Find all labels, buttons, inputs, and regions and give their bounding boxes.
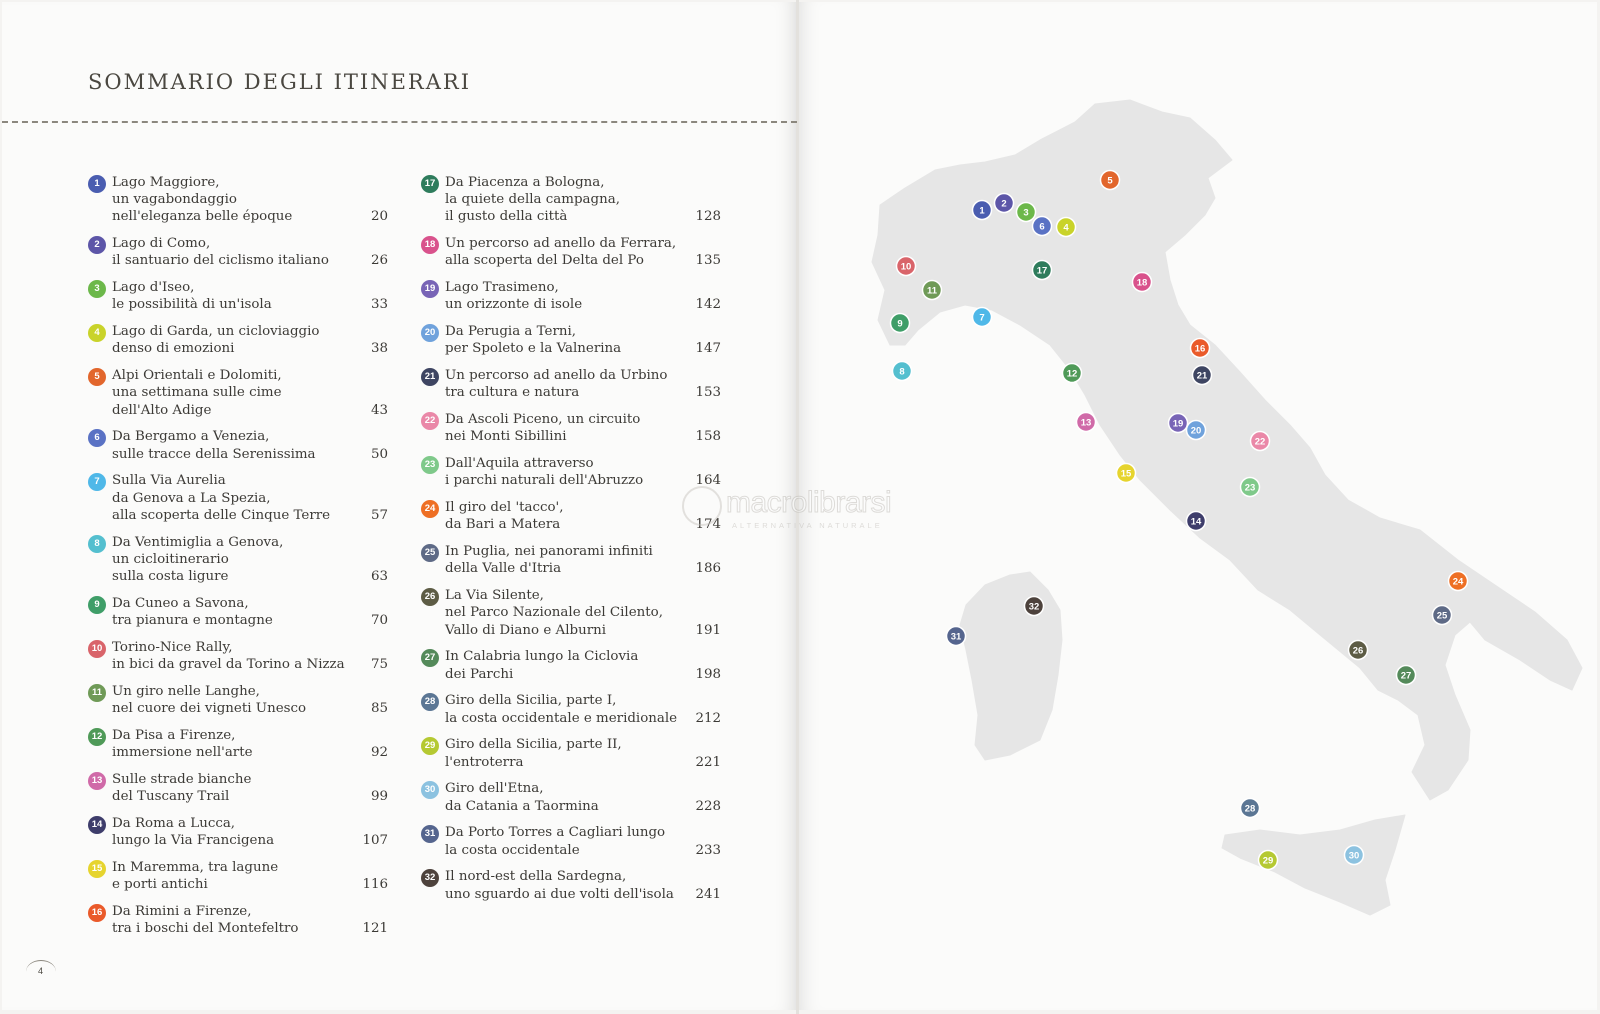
itinerary-title-line: Il giro del 'tacco', bbox=[445, 500, 564, 516]
map-marker-label: 13 bbox=[1080, 417, 1092, 429]
itinerary-title-line: sulle tracce della Serenissima bbox=[112, 446, 316, 462]
itinerary-number-badge: 13 bbox=[88, 772, 106, 790]
itinerary-number-badge: 1 bbox=[88, 175, 106, 193]
itinerary-title-line: Alpi Orientali e Dolomiti, bbox=[112, 368, 282, 384]
page-reference: 212 bbox=[695, 710, 721, 726]
itinerary-title-line: sulla costa ligure bbox=[112, 569, 229, 585]
itinerary-title-line: Giro della Sicilia, parte II, bbox=[445, 737, 622, 753]
map-marker bbox=[1133, 273, 1152, 292]
itinerary-title-line: Un percorso ad anello da Urbino bbox=[445, 368, 668, 384]
itinerary-title-line: Sulla Via Aurelia bbox=[112, 473, 226, 489]
page-reference: 50 bbox=[370, 446, 388, 462]
page-reference: 158 bbox=[695, 429, 721, 445]
itinerary-number-badge: 31 bbox=[421, 825, 439, 843]
map-marker bbox=[1117, 464, 1136, 483]
itinerary-title-line: Da Ascoli Piceno, un circuito bbox=[445, 412, 641, 428]
itinerary-title-line: nell'eleganza belle époque bbox=[112, 209, 293, 225]
itinerary-title-line: Da Piacenza a Bologna, bbox=[445, 175, 605, 190]
itinerary-title-line: del Tuscany Trail bbox=[112, 789, 230, 805]
map-marker bbox=[1449, 572, 1468, 591]
map-marker-label: 4 bbox=[1063, 222, 1069, 234]
page-reference: 228 bbox=[695, 798, 721, 814]
map-marker bbox=[893, 362, 912, 381]
itinerary-number-badge: 10 bbox=[88, 640, 106, 658]
itinerary-title-line: da Genova a La Spezia, bbox=[112, 490, 271, 506]
itinerary-title-line: e porti antichi bbox=[112, 877, 208, 893]
itinerary-title-line: Torino-Nice Rally, bbox=[112, 639, 233, 655]
itinerary-number-badge: 24 bbox=[421, 500, 439, 518]
map-marker-label: 12 bbox=[1066, 368, 1078, 380]
page-reference: 43 bbox=[370, 402, 388, 418]
page-reference: 99 bbox=[370, 789, 388, 805]
map-marker-label: 30 bbox=[1348, 850, 1360, 862]
map-marker-label: 20 bbox=[1190, 425, 1202, 437]
itinerary-number-badge: 28 bbox=[421, 693, 439, 711]
sicily-shape bbox=[1222, 815, 1405, 915]
itinerary-number-badge: 32 bbox=[421, 869, 439, 887]
itinerary-title-line: la quiete della campagna, bbox=[445, 192, 620, 208]
itinerary-title-line: tra pianura e montagne bbox=[112, 613, 273, 629]
itinerary-title-line: l'entroterra bbox=[445, 754, 524, 770]
page-reference: 26 bbox=[370, 253, 388, 269]
page-reference: 116 bbox=[362, 877, 388, 893]
map-marker-label: 6 bbox=[1039, 221, 1045, 233]
itinerary-title-line: Giro dell'Etna, bbox=[445, 781, 544, 797]
map-marker bbox=[1397, 666, 1416, 685]
itinerary-number-badge: 17 bbox=[421, 175, 439, 193]
itinerary-title-line: Da Perugia a Terni, bbox=[445, 324, 577, 340]
page-reference: 75 bbox=[370, 657, 388, 673]
page-reference: 121 bbox=[362, 921, 388, 937]
itinerary-title-line: il santuario del ciclismo italiano bbox=[112, 253, 329, 269]
map-marker bbox=[973, 308, 992, 327]
itinerary-number-badge: 18 bbox=[421, 236, 439, 254]
itinerary-title-line: Lago di Garda, un cicloviaggio bbox=[112, 324, 320, 340]
itinerary-number-badge: 11 bbox=[88, 684, 106, 702]
itinerary-title-line: Lago d'Iseo, bbox=[112, 280, 195, 296]
itinerary-title-line: Sulle strade bianche bbox=[112, 771, 252, 787]
itinerary-title-line: alla scoperta delle Cinque Terre bbox=[112, 507, 331, 523]
itinerary-number-badge: 27 bbox=[421, 649, 439, 667]
itinerary-title-line: Giro della Sicilia, parte I, bbox=[445, 693, 617, 709]
map-marker bbox=[1191, 339, 1210, 358]
page-reference: 92 bbox=[370, 745, 388, 761]
itinerary-title-line: Lago Trasimeno, bbox=[445, 280, 559, 296]
map-marker bbox=[891, 314, 910, 333]
itinerary-title-line: la costa occidentale bbox=[445, 842, 580, 858]
itinerary-number-badge: 6 bbox=[88, 429, 106, 447]
page-reference: 221 bbox=[695, 754, 721, 770]
page-reference: 153 bbox=[695, 385, 721, 401]
map-marker-label: 24 bbox=[1452, 576, 1464, 588]
map-marker bbox=[947, 627, 966, 646]
itinerary-title-line: In Puglia, nei panorami infiniti bbox=[445, 544, 653, 560]
itinerary-title-line: Un giro nelle Langhe, bbox=[112, 683, 260, 699]
itinerary-title-line: della Valle d'Itria bbox=[445, 561, 562, 577]
map-marker-label: 21 bbox=[1196, 370, 1208, 382]
page-reference: 164 bbox=[695, 473, 721, 489]
itinerary-title-line: Un percorso ad anello da Ferrara, bbox=[445, 236, 677, 252]
itinerary-title-line: Da Porto Torres a Cagliari lungo bbox=[445, 825, 666, 841]
itinerary-title-line: una settimana sulle cime bbox=[112, 385, 282, 401]
map-marker-label: 32 bbox=[1028, 601, 1040, 613]
itinerary-title-line: nel Parco Nazionale del Cilento, bbox=[445, 605, 663, 621]
page-reference: 33 bbox=[370, 297, 388, 313]
map-marker bbox=[1241, 478, 1260, 497]
map-marker-label: 25 bbox=[1436, 610, 1448, 622]
map-marker bbox=[1251, 432, 1270, 451]
map-marker-label: 7 bbox=[979, 312, 985, 324]
itinerary-title-line: tra cultura e natura bbox=[445, 385, 580, 401]
page-reference: 233 bbox=[695, 842, 721, 858]
page-reference: 63 bbox=[370, 569, 388, 585]
watermark-name: macrolibrarsi bbox=[726, 486, 892, 519]
itinerary-title-line: i parchi naturali dell'Abruzzo bbox=[445, 473, 644, 489]
page-reference: 191 bbox=[695, 622, 721, 638]
map-marker bbox=[1241, 799, 1260, 818]
itinerary-title-line: Da Ventimiglia a Genova, bbox=[112, 534, 284, 550]
itinerary-title-line: Il nord-est della Sardegna, bbox=[445, 869, 627, 885]
itinerary-title-line: dei Parchi bbox=[445, 666, 514, 682]
itinerary-title-line: uno sguardo ai due volti dell'isola bbox=[445, 886, 674, 902]
map-marker bbox=[1187, 512, 1206, 531]
itinerary-title-line: In Calabria lungo la Ciclovia bbox=[445, 649, 639, 665]
page-reference: 198 bbox=[695, 666, 721, 682]
map-marker bbox=[995, 194, 1014, 213]
map-marker-label: 8 bbox=[899, 366, 905, 378]
itinerary-number-badge: 21 bbox=[421, 368, 439, 386]
itinerary-title-line: un cicloitinerario bbox=[112, 551, 229, 567]
itinerary-title-line: La Via Silente, bbox=[445, 588, 544, 604]
map-marker-label: 16 bbox=[1194, 343, 1206, 355]
itinerary-title-line: lungo la Via Francigena bbox=[112, 833, 275, 849]
itinerary-number-badge: 2 bbox=[88, 236, 106, 254]
map-marker bbox=[1193, 366, 1212, 385]
page-reference: 128 bbox=[695, 209, 721, 225]
page-title: SOMMARIO DEGLI ITINERARI bbox=[88, 70, 472, 94]
itinerary-number-badge: 14 bbox=[88, 816, 106, 834]
itinerary-title-line: il gusto della città bbox=[445, 209, 568, 225]
map-marker bbox=[1345, 846, 1364, 865]
sardinia-shape bbox=[960, 572, 1062, 760]
map-marker-label: 22 bbox=[1254, 436, 1266, 448]
map-marker bbox=[1433, 606, 1452, 625]
itinerary-title-line: Lago di Como, bbox=[112, 236, 211, 252]
page-reference: 142 bbox=[695, 297, 721, 313]
map-marker-label: 26 bbox=[1352, 645, 1364, 657]
itinerary-title-line: da Catania a Taormina bbox=[445, 798, 599, 814]
page-number: 4 bbox=[38, 966, 44, 976]
map-marker bbox=[1033, 217, 1052, 236]
itinerary-number-badge: 29 bbox=[421, 737, 439, 755]
itinerary-title-line: per Spoleto e la Valnerina bbox=[445, 341, 622, 357]
itinerary-title-line: in bici da gravel da Torino a Nizza bbox=[112, 657, 345, 673]
map-marker bbox=[1017, 203, 1036, 222]
itinerary-number-badge: 30 bbox=[421, 781, 439, 799]
itinerary-title-line: Da Roma a Lucca, bbox=[112, 815, 236, 831]
page-reference: 38 bbox=[370, 341, 388, 357]
itinerary-title-line: un orizzonte di isole bbox=[445, 297, 583, 313]
map-marker bbox=[1063, 364, 1082, 383]
itinerary-number-badge: 19 bbox=[421, 280, 439, 298]
itinerary-title-line: la costa occidentale e meridionale bbox=[445, 710, 678, 726]
itinerary-number-badge: 23 bbox=[421, 456, 439, 474]
map-marker bbox=[1077, 413, 1096, 432]
page-reference: 241 bbox=[695, 886, 721, 902]
map-marker bbox=[1259, 851, 1278, 870]
itinerary-title-line: nei Monti Sibillini bbox=[445, 429, 567, 445]
itinerary-title-line: un vagabondaggio bbox=[112, 192, 237, 208]
map-marker bbox=[1187, 421, 1206, 440]
map-marker-label: 3 bbox=[1023, 207, 1029, 219]
map-marker-label: 28 bbox=[1244, 803, 1256, 815]
map-marker-label: 29 bbox=[1262, 855, 1274, 867]
map-marker bbox=[1057, 218, 1076, 237]
itinerary-title-line: Da Bergamo a Venezia, bbox=[112, 429, 270, 445]
map-marker bbox=[897, 257, 916, 276]
itinerary-number-badge: 16 bbox=[88, 904, 106, 922]
page-reference: 57 bbox=[370, 507, 388, 523]
itinerary-title-line: Da Pisa a Firenze, bbox=[112, 727, 236, 743]
itinerary-number-badge: 4 bbox=[88, 324, 106, 342]
itinerary-title-line: tra i boschi del Montefeltro bbox=[112, 921, 299, 937]
map-marker-label: 11 bbox=[926, 285, 938, 297]
map-marker bbox=[973, 201, 992, 220]
map-marker-label: 19 bbox=[1172, 418, 1184, 430]
map-marker-label: 9 bbox=[897, 318, 903, 330]
itinerary-title-line: le possibilità di un'isola bbox=[112, 297, 272, 313]
itinerary-number-badge: 26 bbox=[421, 588, 439, 606]
map-marker bbox=[1033, 261, 1052, 280]
page-reference: 135 bbox=[695, 253, 721, 269]
itinerary-title-line: In Maremma, tra lagune bbox=[112, 859, 279, 875]
page-reference: 186 bbox=[695, 561, 721, 577]
itinerary-title-line: Da Rimini a Firenze, bbox=[112, 903, 252, 919]
itinerary-number-badge: 5 bbox=[88, 368, 106, 386]
itinerary-title-line: immersione nell'arte bbox=[112, 745, 253, 761]
page-reference: 174 bbox=[695, 517, 721, 533]
page-reference: 147 bbox=[695, 341, 721, 357]
map-marker-label: 27 bbox=[1400, 670, 1412, 682]
itinerary-number-badge: 3 bbox=[88, 280, 106, 298]
map-marker bbox=[1349, 641, 1368, 660]
map-marker-label: 5 bbox=[1107, 175, 1113, 187]
itinerary-title-line: Lago Maggiore, bbox=[112, 175, 220, 190]
itinerary-title-line: Dall'Aquila attraverso bbox=[445, 456, 594, 472]
map-marker-label: 18 bbox=[1136, 277, 1148, 289]
itinerary-title-line: nel cuore dei vigneti Unesco bbox=[112, 701, 307, 717]
map-marker bbox=[1101, 171, 1120, 190]
itinerary-title-line: da Bari a Matera bbox=[445, 517, 561, 533]
itinerary-number-badge: 15 bbox=[88, 860, 106, 878]
page-reference: 20 bbox=[370, 209, 388, 225]
itinerary-title-line: denso di emozioni bbox=[112, 341, 235, 357]
page-reference: 70 bbox=[370, 613, 388, 629]
watermark-tagline: ALTERNATIVA NATURALE bbox=[732, 521, 883, 530]
map-marker-label: 10 bbox=[900, 261, 912, 273]
map-marker bbox=[1169, 414, 1188, 433]
map-marker-label: 31 bbox=[950, 631, 962, 643]
itinerary-title-line: alla scoperta del Delta del Po bbox=[445, 253, 644, 269]
map-marker-label: 15 bbox=[1120, 468, 1132, 480]
itinerary-number-badge: 20 bbox=[421, 324, 439, 342]
itinerary-title-line: dell'Alto Adige bbox=[112, 402, 212, 418]
itinerary-number-badge: 25 bbox=[421, 544, 439, 562]
map-marker bbox=[923, 281, 942, 300]
page-reference: 107 bbox=[362, 833, 388, 849]
itinerary-number-badge: 8 bbox=[88, 535, 106, 553]
itinerary-number-badge: 9 bbox=[88, 596, 106, 614]
itinerary-title-line: Vallo di Diano e Alburni bbox=[445, 622, 607, 638]
map-marker-label: 17 bbox=[1036, 265, 1048, 277]
itinerary-title-line: Da Cuneo a Savona, bbox=[112, 595, 249, 611]
map-marker-label: 14 bbox=[1190, 516, 1202, 528]
map-marker-label: 1 bbox=[979, 205, 985, 217]
itinerary-number-badge: 7 bbox=[88, 473, 106, 491]
page-reference: 85 bbox=[370, 701, 388, 717]
map-marker-label: 23 bbox=[1244, 482, 1256, 494]
map-marker-label: 2 bbox=[1001, 198, 1007, 210]
itinerary-number-badge: 12 bbox=[88, 728, 106, 746]
itinerary-number-badge: 22 bbox=[421, 412, 439, 430]
map-marker bbox=[1025, 597, 1044, 616]
